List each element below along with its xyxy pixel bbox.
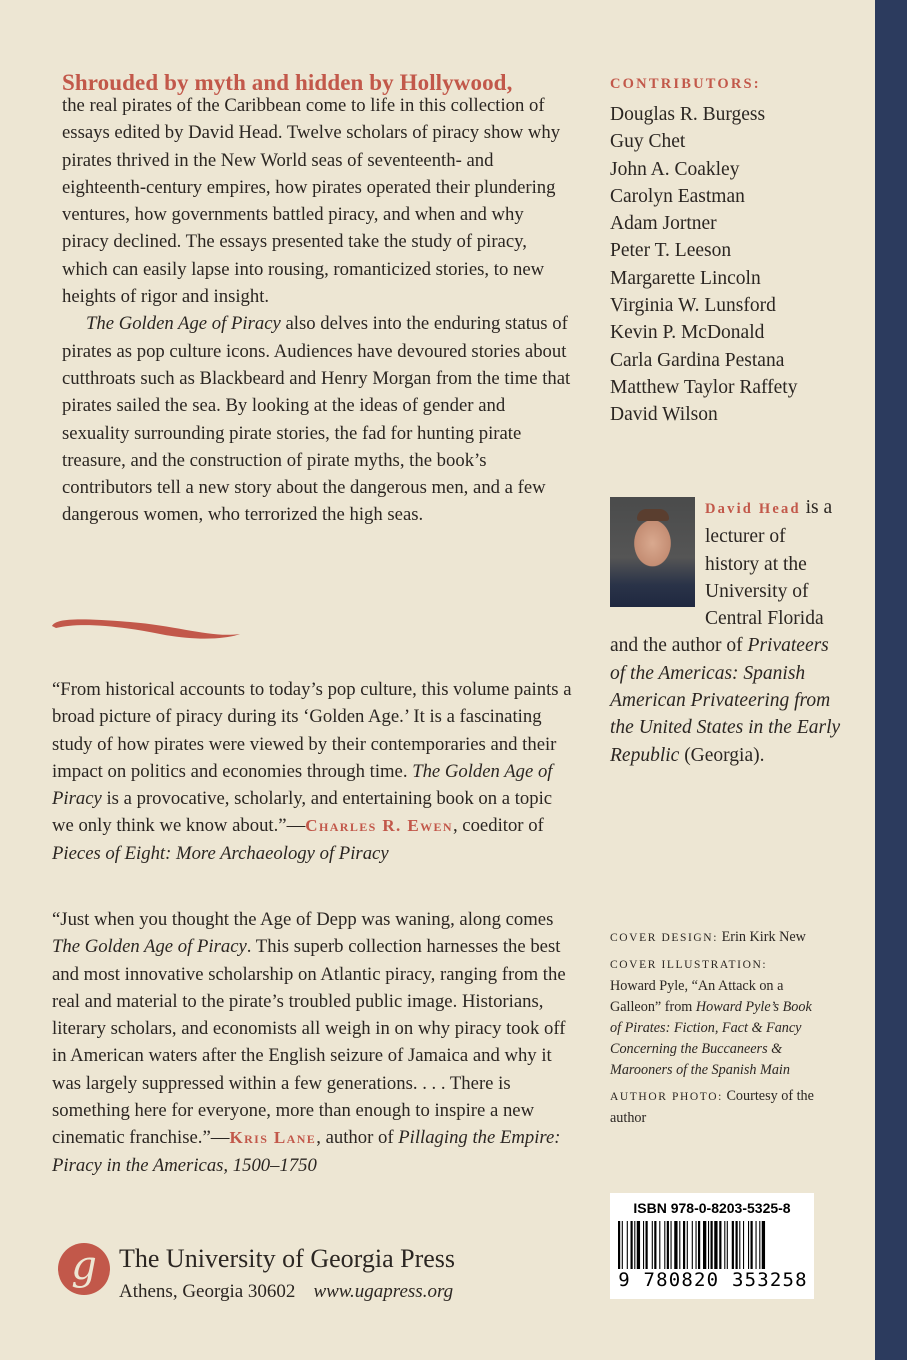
author-bio-text: is a lecturer of history at the University of Central Florida and the author of	[610, 497, 833, 657]
book-title: The Golden Age of Piracy	[86, 313, 281, 335]
publisher-block	[58, 1240, 578, 1310]
book-title: The Golden Age of Piracy	[52, 936, 247, 958]
press-logo-icon: g	[58, 1243, 110, 1295]
isbn-label: ISBN 978-0-8203-5325-8	[633, 1200, 791, 1216]
quote-author-work: Pillaging the Empire: Piracy in the Americas, 1500–1750	[52, 1127, 561, 1176]
review-quote-1	[52, 676, 572, 867]
contributor: Virginia W. Lunsford	[610, 295, 776, 317]
press-address-line	[119, 1281, 453, 1303]
contributor: Margarette Lincoln	[610, 267, 761, 289]
credit-illustration: COVER ILLUSTRATION: Howard Pyle, “An Attack on a Galleon” from Howard Pyle’s Book of Pirates: Fiction, Fact & Fancy Concerning the Buccaneers & Marooners of the Spanish Main	[610, 959, 812, 1078]
quote-author-role: , author of	[316, 1127, 399, 1149]
quote-text: . This superb collection harnesses the best and most innovative scholarship on Atlantic piracy, ranging from the real and material to the pirate’s troubled public image. Historians, literary scholars, and economists all weigh in on why piracy took off in American waters after the English seizure of Jamaica and why it was largely suppressed within a few generations. . . . There is something here for everyone, more than enough to inspire a new cinematic franchise.”—	[52, 936, 566, 1149]
quote-text: “From historical accounts to today’s pop culture, this volume paints a broad picture of piracy during its ‘Golden Age.’ It is a fascinating study of how pirates were viewed by their contemporaries and their impact on politics and economies through time.	[52, 679, 572, 782]
contributors-panel	[610, 76, 860, 429]
spine-band	[875, 0, 907, 1360]
author-book: Privateers of the Americas: Spanish American Privateering from the United States in the Early Republic	[610, 635, 841, 766]
ornament-swash	[50, 612, 245, 648]
blurb-lead: Shrouded by myth and hidden by Hollywood,	[62, 70, 513, 95]
contributor: John A. Coakley	[610, 158, 740, 180]
blurb-paragraph-2-text: also delves into the enduring status of pirates as pop culture icons. Audiences have devoured stories about cutthroats such as Blackbeard and Henry Morgan from the time that pirates sailed the sea. By looking at the ideas of gender and sexuality surrounding pirate stories, the fad for hunting pirate treasure, and the construction of pirate myths, the book’s contributors tell a new story about the dangerous men, and a few dangerous women, who terrorized the high seas.	[62, 313, 571, 526]
contributors-heading: CONTRIBUTORS:	[610, 76, 761, 92]
contributor: Guy Chet	[610, 131, 686, 153]
cover-credits	[610, 927, 825, 1134]
contributor: Carolyn Eastman	[610, 185, 745, 207]
contributor: Carla Gardina Pestana	[610, 349, 785, 371]
contributors-list	[610, 101, 860, 429]
contributor: David Wilson	[610, 404, 718, 426]
author-name: David Head	[705, 501, 801, 517]
blurb-paragraph-2	[62, 310, 574, 528]
blurb	[62, 66, 574, 529]
quote-text: is a provocative, scholarly, and entertaining book on a topic we only think we know about.”—	[52, 788, 553, 837]
contributor: Peter T. Leeson	[610, 240, 732, 262]
press-name: The University of Georgia Press	[119, 1244, 456, 1273]
quote-text: “Just when you thought the Age of Depp was waning, along comes	[52, 909, 554, 930]
barcode-box	[610, 1193, 814, 1299]
author-photo	[610, 497, 695, 607]
quote-author-work: Pieces of Eight: More Archaeology of Piracy	[52, 842, 389, 864]
book-title: The Golden Age of Piracy	[52, 760, 553, 810]
contributor: Kevin P. McDonald	[610, 322, 765, 344]
barcode-digits: 9 780820 353258	[614, 1269, 812, 1291]
credit-design: COVER DESIGN: Erin Kirk New	[610, 929, 806, 945]
quote-author-role: , coeditor of	[452, 815, 544, 837]
credit-photo: AUTHOR PHOTO: Courtesy of the author	[610, 1088, 814, 1126]
author-bio	[610, 494, 842, 769]
press-url[interactable]: www.ugapress.org	[313, 1281, 454, 1302]
review-quote-2	[52, 906, 572, 1179]
quote-author: Charles R. Ewen	[305, 816, 453, 836]
contributor: Douglas R. Burgess	[610, 104, 766, 125]
contributor: Adam Jortner	[610, 213, 717, 235]
blurb-paragraph-1: the real pirates of the Caribbean come to life in this collection of essays edited by David Head. Twelve scholars of piracy show why pirates thrived in the New World seas of seventeenth- and eighteenth-century empires, how pirates operated their plundering ventures, how governments battled piracy, and when and why piracy declined. The essays presented take the study of piracy, which can easily lapse into rousing, romanticized stories, to new heights of rigor and insight.	[62, 95, 561, 308]
contributor: Matthew Taylor Raffety	[610, 376, 798, 398]
quote-author: Kris Lane	[229, 1128, 317, 1148]
author-bio-end: (Georgia).	[679, 744, 765, 766]
press-address: Athens, Georgia 30602	[119, 1281, 296, 1302]
